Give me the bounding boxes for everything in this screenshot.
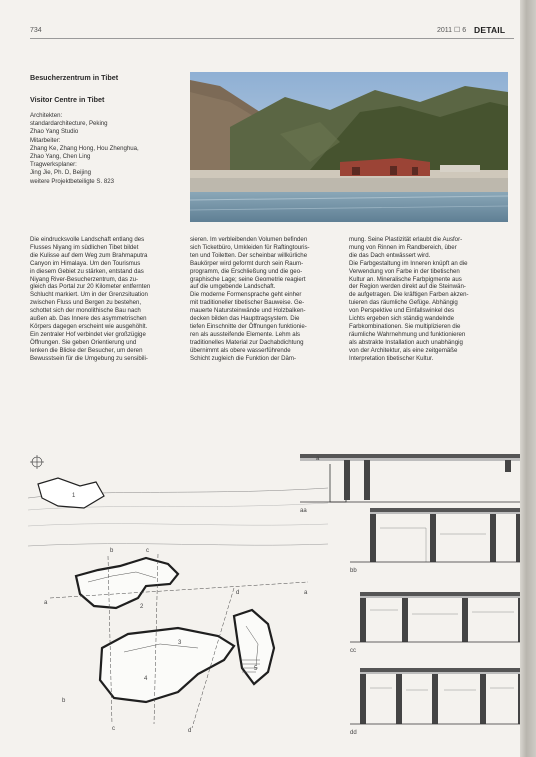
text-line: schottet sich der monolithische Bau nach (30, 307, 141, 315)
room-label-5: 5 (254, 666, 258, 672)
credit-line: Architekten: (30, 112, 63, 119)
credit-line: Zhang Ke, Zhang Hong, Hou Zhenghua, (30, 144, 139, 152)
floor-plan-drawing (28, 448, 328, 738)
section-aa-label: aa (300, 508, 307, 514)
text-column-2 (190, 236, 340, 363)
text-line: decken bilden das Haupttragsystem. Die (190, 315, 300, 323)
text-line: Baukörper wird geformt durch sein Raum- (190, 259, 304, 267)
room-label-3: 3 (178, 640, 182, 646)
text-line: graphische Lage; seine Geometrie reagiert (190, 275, 306, 283)
text-line: Kultur an. Mineralische Farbpigmente aus (349, 275, 462, 283)
section-bb (350, 508, 525, 574)
text-line: Die moderne Formensprache geht einher (190, 291, 302, 299)
text-line: auf die umgebende Landschaft. (190, 283, 276, 291)
magazine-brand: DETAIL (474, 25, 506, 35)
section-mark-b-bottom: b (62, 698, 66, 704)
section-cc-label: cc (350, 648, 356, 654)
text-line: mit traditioneller tibetischer Bauweise. Ge- (190, 299, 305, 307)
project-credits (30, 112, 190, 186)
text-line: räumliche Wahrnehmung und funktionieren (349, 330, 466, 338)
section-dd-label: dd (350, 730, 357, 736)
text-line: Schicht zugleich die Funktion der Däm- (190, 354, 297, 362)
section-dd (350, 668, 528, 736)
text-line: in diesem Gebiet zu stärken, entstand das (30, 267, 144, 275)
section-mark-c-top: c (146, 548, 149, 554)
text-line: übernimmt als obere wasserführende (190, 346, 291, 354)
north-arrow-icon (30, 455, 44, 469)
section-cc (350, 592, 528, 654)
text-line: die das Dach entwässert wird. (349, 251, 431, 259)
text-line: Die eindrucksvolle Landschaft entlang des (30, 236, 145, 243)
building-photograph (190, 72, 508, 222)
text-column-3 (349, 236, 499, 363)
section-mark-a-right: a (304, 590, 308, 596)
credit-line: Tragwerksplaner: (30, 161, 77, 169)
text-line: gleich das Portal zur 20 Kilometer entfernten (30, 283, 151, 291)
credit-line: Zhao Yang, Chen Ling (30, 153, 91, 161)
text-line: zwischen Fluss und Bergen zu bestehen, (30, 299, 142, 307)
text-line: von der Architektur, als eine zeitgemäße (349, 346, 458, 354)
text-line: Niyang River-Besucherzentrum, das zu- (30, 275, 139, 283)
title-german: Besucherzentrum in Tibet (30, 73, 119, 82)
text-line: die Kulisse auf dem Weg zum Brahmaputra (30, 251, 148, 259)
text-line: Verwendung von Farbe in der tibetischen (349, 267, 460, 275)
section-mark-a-left: a (44, 600, 48, 606)
title-english: Visitor Centre in Tibet (30, 95, 105, 104)
text-line: Öffnungen. Sie geben Orientierung und (30, 338, 137, 346)
section-mark-d-top: d (236, 590, 240, 596)
text-line: sieren. Im verbleibenden Volumen befinden (190, 236, 308, 243)
room-label-1: 1 (72, 493, 76, 499)
text-line: der Region werden direkt auf die Steinwän- (349, 283, 466, 291)
section-bb-label: bb (350, 568, 357, 574)
text-line: tuieren das räumliche Gefüge. Abhängig (349, 299, 458, 307)
text-line: Canyon im Himalaya. Um den Tourismus (30, 259, 141, 267)
text-line: Interpretation tibetischer Kultur. (349, 354, 434, 362)
text-line: tiefen Einschnitte der Öffnungen funktionie- (190, 322, 307, 330)
landscape-photo (190, 72, 508, 222)
text-line: mung. Seine Plastizität erlaubt die Ausfor- (349, 236, 463, 243)
text-line: programm, die Erschließung und die geo- (190, 267, 303, 275)
credit-line: Zhao Yang Studio (30, 128, 79, 136)
section-mark-c-bottom: c (112, 726, 115, 732)
text-line: Die Farbgestaltung im Inneren knüpft an die (349, 259, 468, 267)
text-line: außen ab. Das Innere des asymmetrischen (30, 315, 147, 323)
room-label-4: 4 (144, 676, 148, 682)
text-line: traditionelles Material zur Dachabdichtung (190, 338, 304, 346)
section-mark-b-top: b (110, 548, 114, 554)
page-number: 734 (30, 27, 42, 34)
section-aa (300, 454, 520, 514)
text-line: Körpers dagegen erscheint wie ausgehöhlt. (30, 322, 148, 330)
text-line: Bewusstsein für die Umgebung zu sensibili- (30, 354, 148, 362)
text-line: ren als aussteifende Elemente. Lehm als (190, 330, 301, 338)
section-mark-d-bottom: d (188, 728, 192, 734)
text-line: mung von Rinnen im Randbereich, über (349, 243, 457, 251)
book-gutter (520, 0, 536, 757)
credit-line: weitere Projektbeteiligte S. 823 (30, 177, 115, 185)
text-line: ten und Toiletten. Der scheinbar willkürliche (190, 251, 308, 259)
room-label-2: 2 (140, 604, 144, 610)
credit-line: Mitarbeiter: (30, 136, 61, 144)
text-line: Ein zentraler Hof verbindet vier großzügige (30, 330, 146, 338)
credit-line: standardarchitecture, Peking (30, 120, 108, 128)
text-line: als abstrakte Installation auch unabhängig (349, 338, 463, 346)
text-line: Farbkombinationen. Sie multiplizieren die (349, 322, 461, 330)
credit-line: Jing Jie, Ph. D, Beijing (30, 169, 91, 177)
section-aa-mark: a (316, 456, 320, 462)
text-line: Flusses Niyang im südlichen Tibet bildet (30, 243, 139, 251)
text-line: de aufgetragen. Die kräftigen Farben akzen- (349, 291, 469, 299)
text-column-1 (30, 236, 180, 363)
text-line: sich Ticketbüro, Umkleiden für Raftingtouris- (190, 243, 310, 251)
header-rule (30, 38, 514, 39)
text-line: Schlucht markiert. Um in der Grenzsituation (30, 291, 148, 299)
issue-number: 2011 ☐ 6 (437, 27, 467, 34)
section-drawings (300, 448, 520, 738)
text-line: lenken die Blicke der Besucher, um deren (30, 346, 143, 354)
text-line: Lichts ergeben sich ständig wandelnde (349, 315, 455, 323)
text-line: mauerte Natursteinwände und Holzbalken- (190, 307, 306, 315)
text-line: von Perspektive und Einfallswinkel des (349, 307, 455, 315)
